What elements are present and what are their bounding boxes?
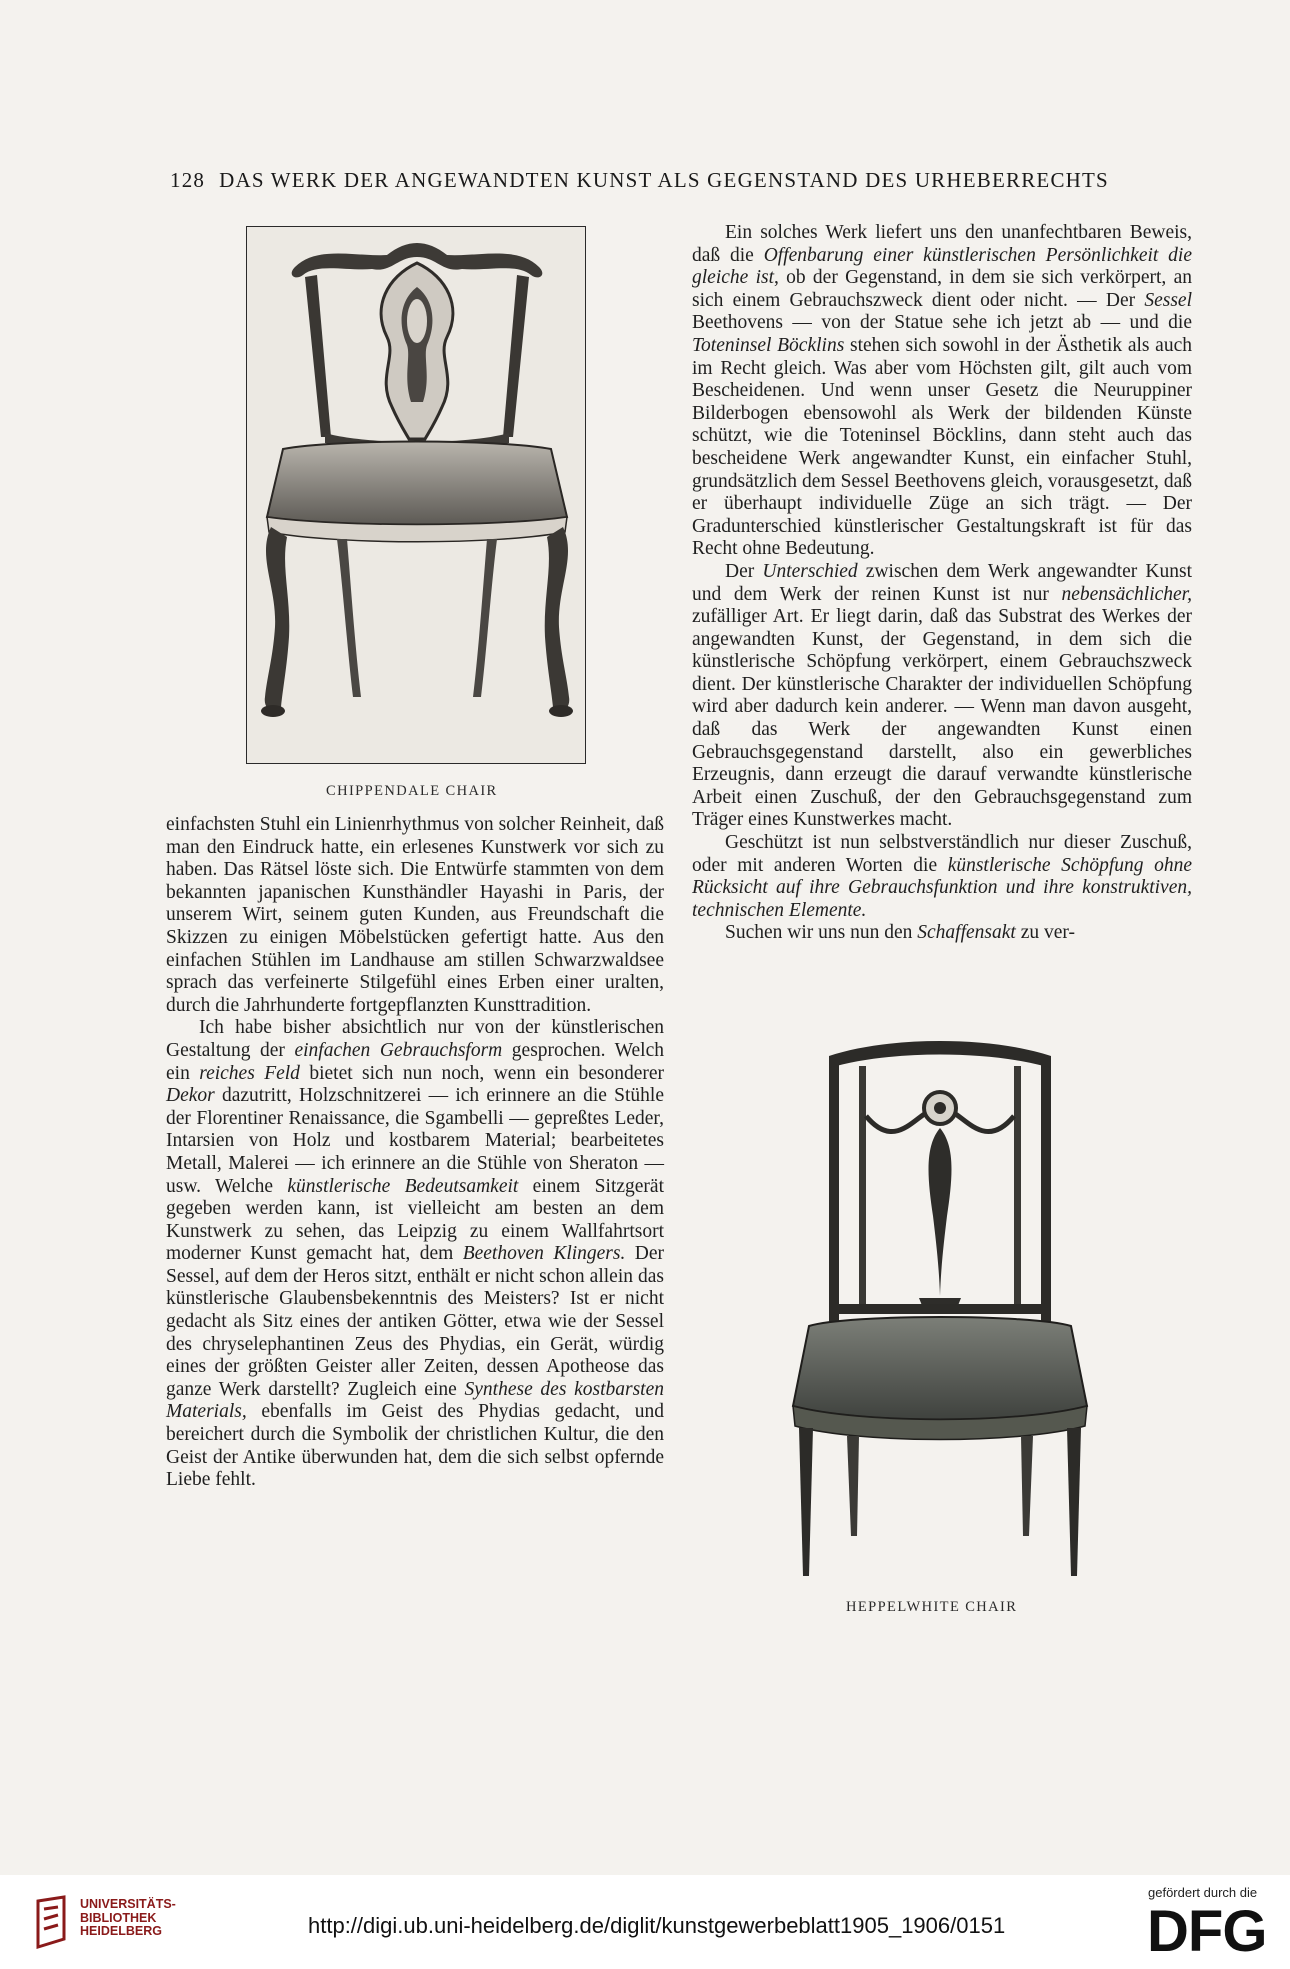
library-line: HEIDELBERG [80,1924,162,1938]
emphasis: nebensächlicher, [1061,583,1192,605]
dfg-logo: DFG [1147,1899,1267,1964]
heppelwhite-chair-figure [769,1036,1111,1595]
running-title: DAS WERK DER ANGEWANDTEN KUNST ALS GEGENSTAND DES URHEBERRECHTS [219,168,1109,192]
text-run: Geschützt ist nun selbstverständlich nur dieser Zuschuß, oder mit anderen Worten die [692,832,1192,876]
chippendale-chair-figure [246,226,586,764]
paragraph [166,1017,664,1491]
text-run: Suchen wir uns nun den [725,922,918,944]
text-run: Der Sessel, auf dem der Heros sitzt, enthält er nicht schon allein das künstlerische Glaubensbekenntnis des Meisters? Ist er nicht gedacht als Sitz eines der antiken Götter, etwa wie der Sessel des chryselephantinen Zeus des Phydias, ein Gerät, würdig eines der größten Geister aller Zeiten, dessen Apotheose das ganze Werk darstellt? Zugleich eine [166,1243,665,1400]
right-text-column [692,222,1192,945]
heppelwhite-caption: HEPPELWHITE CHAIR [846,1599,1018,1615]
chippendale-caption: CHIPPENDALE CHAIR [326,783,498,799]
emphasis: Beethoven Klingers. [462,1243,626,1265]
paragraph [692,561,1192,832]
text-run: bietet sich nun noch, wenn ein besonderer [299,1062,665,1084]
university-library-logo [34,1895,72,1955]
emphasis: künstlerische Bedeutsamkeit [287,1175,519,1197]
emphasis: Schaffensakt [917,922,1016,944]
text-run: einem Sitzgerät gegeben werden kann, ist vielleicht am besten an dem Kunstwerk zu sehen, das Leipzig zu einem Wallfahrtsort moderner Kunst gemacht hat, dem [166,1175,664,1265]
running-header [170,168,1130,193]
emphasis: Synthese des kostbarsten Materials, [166,1378,664,1423]
text-run: ebenfalls im Geist des Phydias gedacht, und bereichert durch die Symbolik der christlichen Kultur, die den Geist der Antike überwunden hat, dem die sich selbst opfernde Liebe fehlt. [166,1401,664,1491]
text-run: zufälliger Art. Er liegt darin, daß das Substrat des Werkes der angewandten Kunst, der Gegenstand, in dem sich die künstlerische Schöpfung verkörpert, einem Gebrauchszweck dient. Der künstlerische Charakter der individuellen Schöpfung wird aber dadurch kein anderer. — Wenn man davon ausgeht, daß das Werk der angewandten Kunst einen Gebrauchsgegenstand darstellt, also ein gewerbliches Erzeugnis, dann erzeugt die darauf verwandte künstlerische Arbeit einen Zuschuß, der den Gebrauchsgegenstand zum Träger eines Kunstwerkes macht. [692,606,1192,831]
text-run: zwischen dem Werk angewandter Kunst und dem Werk der reinen Kunst ist nur [692,560,1193,605]
emphasis: Dekor [166,1085,215,1107]
text-run: gesprochen. Welch ein [166,1039,664,1084]
permalink-url[interactable]: http://digi.ub.uni-heidelberg.de/diglit/kunstgewerbeblatt1905_1906/0151 [308,1913,1006,1938]
text-run: Beethovens — von der Statue sehe ich jetzt ab — und die [692,312,1192,334]
emphasis: Sessel [1144,289,1192,311]
text-run: , ob der Gegenstand, in dem sie sich verkörpert, an sich einem Gebrauchszweck dient oder nicht. — Der [692,267,1192,311]
paragraph [692,922,1192,945]
emphasis: Offenbarung einer künstlerischen Persönlichkeit die gleiche ist [692,244,1192,289]
text-run: stehen sich sowohl in der Ästhetik als auch im Recht gleich. Was aber vom Höchsten gilt, gilt auch vom Bescheidenen. Und wenn unser Gesetz die Neuruppiner Bilderbogen ebensowohl als Werk der bildenden Künste schützt, wie die Toteninsel Böcklins, dann steht auch das bescheidene Werk angewandter Kunst, ein einfacher Stuhl, grundsätzlich dem Sessel Beethovens gleich, vorausgesetzt, daß er überhaupt individuelle Züge an sich trägt. — Der Gradunterschied künstlerischer Gestaltungskraft ist für das Recht ohne Bedeutung. [692,334,1192,560]
library-line: BIBLIOTHEK [80,1910,157,1925]
ub-shield-icon [34,1895,72,1951]
left-text-column [166,814,664,1492]
paragraph [692,222,1192,561]
text-run: zu ver- [1015,922,1076,944]
emphasis: reiches Feld [199,1062,300,1084]
emphasis: Unterschied [762,560,858,582]
text-run: dazutritt, Holzschnitzerei — ich erinnere an die Stühle der Florentiner Renaissance, die Sgambelli — gepreßtes Leder, Intarsien von Holz und kostbarem Material; bearbeitetes Metall, Malerei — ich erinnere an die Stühle von Sheraton — usw. Welche [166,1085,664,1197]
funding-note: gefördert durch die [1148,1885,1258,1900]
university-library-name [80,1898,176,1939]
emphasis: Toteninsel Böcklins [692,334,845,356]
paragraph: einfachsten Stuhl ein Linienrhythmus von solcher Reinheit, daß man den Eindruck hatte, ein erlesenes Kunstwerk vor sich zu haben. Das Rätsel löste sich. Die Entwürfe stammten von dem bekannten japanischen Kunsthändler Hayashi in Paris, der unserem Wirt, seinem guten Kunden, aus Freundschaft die Skizzen zu einigen Möbelstücken gefertigt hatte. Aus den einfachen Stühlen im Landhause am stillen Schwarzwaldsee sprach das verfeinerte Stilgefühl eines Erben einer uralten, durch die Jahrhunderte fortgepflanzten Kunsttradition. [166,814,664,1016]
paragraph [692,832,1192,922]
page-number: 128 [170,168,206,192]
chippendale-chair-illustration [247,227,584,762]
text-run: Ein solches Werk liefert uns den unanfechtbaren Beweis, daß die [692,222,1192,266]
text-run: Der [725,560,763,582]
emphasis: künstlerische Schöpfung ohne Rücksicht auf ihre Gebrauchsfunktion und ihre konstruktiven, technischen Elemente. [692,854,1192,921]
heppelwhite-chair-illustration [769,1036,1111,1595]
emphasis: einfachen Gebrauchsform [294,1039,503,1061]
library-line: UNIVERSITÄTS- [80,1897,176,1911]
text-run: Ich habe bisher absichtlich nur von der künstlerischen Gestaltung der [166,1017,664,1061]
